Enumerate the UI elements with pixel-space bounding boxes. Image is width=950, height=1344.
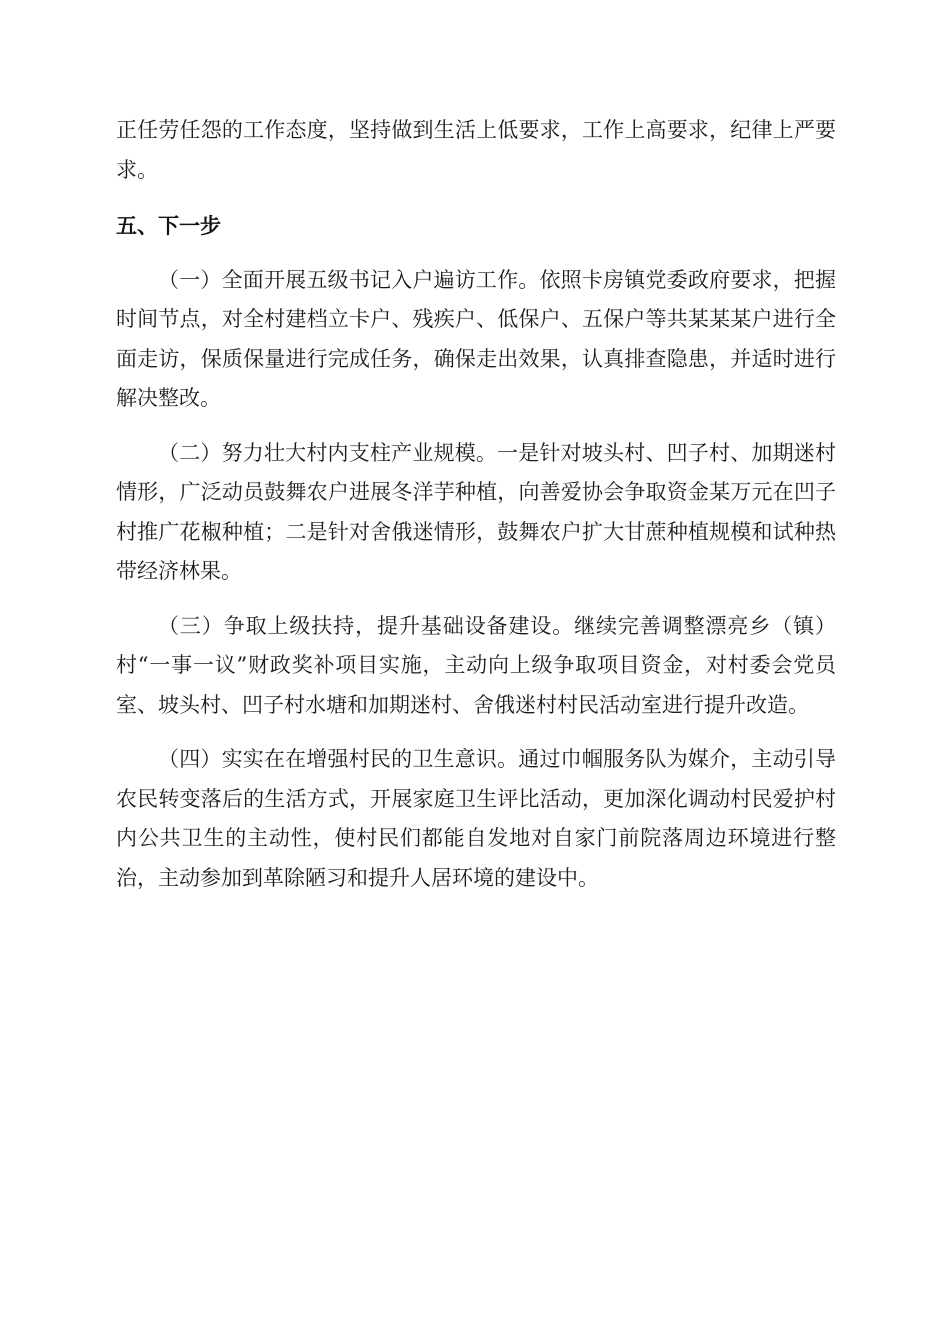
section-heading: 五、下一步 [116,214,221,238]
paragraph-item-2: （二）努力壮大村内支柱产业规模。一是针对坡头村、凹子村、加期迷村情形，广泛动员鼓舞农户进展冬洋芋种植，向善爱协会争取资金某万元在凹子村推广花椒种植；二是针对舍俄迷情形，鼓舞农户扩大甘蔗种植规模和试种热带经济林果。 [116,440,836,583]
continued-paragraph: 正任劳任怨的工作态度，坚持做到生活上低要求，工作上高要求，纪律上严要求。 [116,118,836,182]
paragraph-item-4: （四）实实在在增强村民的卫生意识。通过巾帼服务队为媒介，主动引导农民转变落后的生活方式，开展家庭卫生评比活动，更加深化调动村民爱护村内公共卫生的主动性，使村民们都能自发地对自家门前院落周边环境进行整治，主动参加到革除陋习和提升人居环境的建设中。 [116,747,836,890]
paragraph-item-3: （三）争取上级扶持，提升基础设备建设。继续完善调整漂亮乡（镇）村“一事一议”财政奖补项目实施，主动向上级争取项目资金，对村委会党员室、坡头村、凹子村水塘和加期迷村、舍俄迷村村民活动室进行提升改造。 [116,613,836,717]
document-body [116,111,836,913]
paragraph-item-1: （一）全面开展五级书记入户遍访工作。依照卡房镇党委政府要求，把握时间节点，对全村建档立卡户、残疾户、低保户、五保户等共某某某户进行全面走访，保质保量进行完成任务，确保走出效果，认真排查隐患，并适时进行解决整改。 [116,267,836,410]
